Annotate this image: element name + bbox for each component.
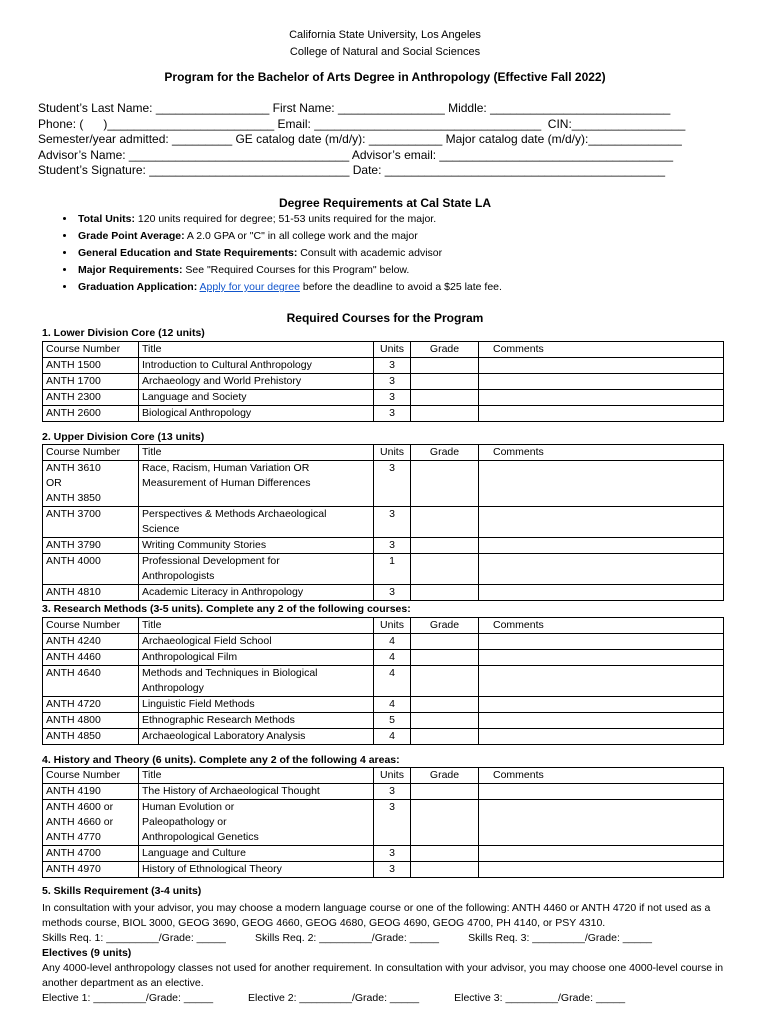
- electives-text: Any 4000-level anthropology classes not used for another requirement. In consultation with your advisor, you may choose one 4000-level course in another department as an elective.: [42, 962, 724, 989]
- comments-cell[interactable]: [479, 374, 724, 390]
- col-units: Units: [374, 768, 411, 784]
- admission-line[interactable]: Semester/year admitted: _________ GE catalog date (m/d/y): ___________ Major catalog date (m/d/y):______________: [38, 132, 682, 146]
- col-comments: Comments: [479, 342, 724, 358]
- course-units: 4: [374, 666, 411, 697]
- col-grade: Grade: [411, 618, 479, 634]
- comments-cell[interactable]: [479, 800, 724, 846]
- comments-cell[interactable]: [479, 554, 724, 585]
- group-1-title: 1. Lower Division Core (12 units): [42, 327, 205, 339]
- table-row: [43, 666, 724, 697]
- table-row: [43, 784, 724, 800]
- grade-cell[interactable]: [411, 461, 479, 507]
- col-course-number: Course Number: [43, 768, 139, 784]
- comments-cell[interactable]: [479, 406, 724, 422]
- course-units: 3: [374, 846, 411, 862]
- course-number: ANTH 4850: [43, 729, 139, 745]
- contact-line[interactable]: Phone: ( )_________________________ Email: __________________________________ CIN:_________________: [38, 116, 686, 131]
- col-course-number: Course Number: [43, 618, 139, 634]
- course-units: 3: [374, 390, 411, 406]
- course-number: ANTH 4700: [43, 846, 139, 862]
- grade-cell[interactable]: [411, 713, 479, 729]
- table-row: [43, 697, 724, 713]
- course-number: ANTH 1500: [43, 358, 139, 374]
- comments-cell[interactable]: [479, 784, 724, 800]
- col-title: Title: [139, 768, 374, 784]
- course-number: ANTH 1700: [43, 374, 139, 390]
- comments-cell[interactable]: [479, 585, 724, 601]
- university-name: California State University, Los Angeles: [289, 29, 481, 41]
- table-row: [43, 650, 724, 666]
- skills-text: In consultation with your advisor, you may choose a modern language course or one of the following: ANTH 4460 or ANTH 4720 if not used as a methods course, BIOL 3000, GEOG 3690, GEOG 4660, GEOG 4680, GEOG 4690, GEOG 4700, PH 4140, or PSY 4310.: [42, 902, 711, 929]
- course-number: ANTH 3610 OR ANTH 3850: [43, 461, 139, 507]
- course-title: Ethnographic Research Methods: [139, 713, 374, 729]
- course-title: Archaeological Laboratory Analysis: [139, 729, 374, 745]
- electives-title: Electives (9 units): [42, 947, 132, 959]
- grade-cell[interactable]: [411, 358, 479, 374]
- grade-cell[interactable]: [411, 554, 479, 585]
- grade-cell[interactable]: [411, 729, 479, 745]
- course-title: Writing Community Stories: [139, 538, 374, 554]
- req-gpa: • Grade Point Average: A 2.0 GPA or "C" in all college work and the major: [76, 228, 756, 245]
- group-4-title: 4. History and Theory (6 units). Complete any 2 of the following 4 areas:: [42, 754, 400, 766]
- course-units: 3: [374, 406, 411, 422]
- course-units: 3: [374, 374, 411, 390]
- course-units: 3: [374, 800, 411, 846]
- col-grade: Grade: [411, 445, 479, 461]
- table-row: [43, 374, 724, 390]
- lower-division-table: [42, 341, 724, 422]
- table-row: [43, 729, 724, 745]
- table-row: [43, 585, 724, 601]
- course-number: ANTH 3790: [43, 538, 139, 554]
- course-title: Perspectives & Methods Archaeological Science: [139, 507, 374, 538]
- grade-cell[interactable]: [411, 650, 479, 666]
- course-title: Biological Anthropology: [139, 406, 374, 422]
- course-title: Methods and Techniques in Biological Anthropology: [139, 666, 374, 697]
- grade-cell[interactable]: [411, 374, 479, 390]
- col-units: Units: [374, 445, 411, 461]
- table-row: [43, 634, 724, 650]
- col-units: Units: [374, 342, 411, 358]
- table-row: [43, 713, 724, 729]
- course-number: ANTH 4800: [43, 713, 139, 729]
- course-units: 3: [374, 585, 411, 601]
- grade-cell[interactable]: [411, 585, 479, 601]
- req-total-units: • Total Units: 120 units required for degree; 51-53 units required for the major.: [76, 211, 756, 228]
- comments-cell[interactable]: [479, 390, 724, 406]
- course-units: 3: [374, 461, 411, 507]
- table-header-row: [43, 445, 724, 461]
- course-number: ANTH 4000: [43, 554, 139, 585]
- grade-cell[interactable]: [411, 406, 479, 422]
- course-units: 4: [374, 729, 411, 745]
- course-units: 3: [374, 862, 411, 878]
- table-row: [43, 554, 724, 585]
- course-number: ANTH 2300: [43, 390, 139, 406]
- program-title: Program for the Bachelor of Arts Degree in Anthropology (Effective Fall 2022): [164, 70, 606, 84]
- table-row: [43, 538, 724, 554]
- course-title: History of Ethnological Theory: [139, 862, 374, 878]
- course-number: ANTH 4190: [43, 784, 139, 800]
- comments-cell[interactable]: [479, 538, 724, 554]
- col-units: Units: [374, 618, 411, 634]
- course-units: 3: [374, 358, 411, 374]
- course-title: Professional Development for Anthropologists: [139, 554, 374, 585]
- research-methods-table: [42, 617, 724, 745]
- req-ge: • General Education and State Requirements: Consult with academic advisor: [76, 245, 756, 262]
- header: [0, 27, 770, 86]
- comments-cell[interactable]: [479, 507, 724, 538]
- course-number: ANTH 4810: [43, 585, 139, 601]
- comments-cell[interactable]: [479, 846, 724, 862]
- degree-requirements-list: [58, 211, 756, 296]
- course-units: 5: [374, 713, 411, 729]
- col-comments: Comments: [479, 618, 724, 634]
- grade-cell[interactable]: [411, 784, 479, 800]
- course-units: 4: [374, 634, 411, 650]
- grade-cell[interactable]: [411, 800, 479, 846]
- col-course-number: Course Number: [43, 342, 139, 358]
- col-title: Title: [139, 618, 374, 634]
- course-number: ANTH 4640: [43, 666, 139, 697]
- course-title: Linguistic Field Methods: [139, 697, 374, 713]
- grade-cell[interactable]: [411, 846, 479, 862]
- course-title: Archaeology and World Prehistory: [139, 374, 374, 390]
- electives-line[interactable]: Elective 1: _________/Grade: _____ Elective 2: _________/Grade: _____ Elective 3: _________/Grade: _____: [42, 992, 626, 1004]
- comments-cell[interactable]: [479, 697, 724, 713]
- table-row: [43, 461, 724, 507]
- comments-cell[interactable]: [479, 358, 724, 374]
- col-grade: Grade: [411, 768, 479, 784]
- grade-cell[interactable]: [411, 507, 479, 538]
- course-units: 4: [374, 697, 411, 713]
- upper-division-table: [42, 444, 724, 601]
- table-row: [43, 406, 724, 422]
- grade-cell[interactable]: [411, 697, 479, 713]
- course-title: Anthropological Film: [139, 650, 374, 666]
- signature-line[interactable]: Student’s Signature: ______________________________ Date: __________________________________________: [38, 163, 666, 177]
- comments-cell[interactable]: [479, 461, 724, 507]
- table-row: [43, 862, 724, 878]
- skills-section: [42, 884, 742, 1006]
- history-theory-table: [42, 767, 724, 878]
- advisor-line[interactable]: Advisor’s Name: _________________________________ Advisor’s email: ___________________________________: [38, 147, 673, 162]
- course-title: Race, Racism, Human Variation OR Measurement of Human Differences: [139, 461, 374, 507]
- course-number: ANTH 4970: [43, 862, 139, 878]
- table-row: [43, 507, 724, 538]
- course-title: Introduction to Cultural Anthropology: [139, 358, 374, 374]
- comments-cell[interactable]: [479, 729, 724, 745]
- comments-cell[interactable]: [479, 713, 724, 729]
- col-title: Title: [139, 342, 374, 358]
- name-line[interactable]: Student’s Last Name: _________________ First Name: ________________ Middle: ___________________________: [38, 101, 671, 115]
- course-title: Academic Literacy in Anthropology: [139, 585, 374, 601]
- comments-cell[interactable]: [479, 650, 724, 666]
- table-header-row: [43, 342, 724, 358]
- course-title: Archaeological Field School: [139, 634, 374, 650]
- col-course-number: Course Number: [43, 445, 139, 461]
- course-units: 3: [374, 538, 411, 554]
- grade-cell[interactable]: [411, 666, 479, 697]
- skills-line[interactable]: Skills Req. 1: _________/Grade: _____ Skills Req. 2: _________/Grade: _____ Skills Req. 3: _________/Grade: _____: [42, 932, 652, 944]
- grade-cell[interactable]: [411, 634, 479, 650]
- course-units: 4: [374, 650, 411, 666]
- course-title: Human Evolution or Paleopathology or Anthropological Genetics: [139, 800, 374, 846]
- col-title: Title: [139, 445, 374, 461]
- course-number: ANTH 4720: [43, 697, 139, 713]
- comments-cell[interactable]: [479, 634, 724, 650]
- course-number: ANTH 4240: [43, 634, 139, 650]
- col-comments: Comments: [479, 768, 724, 784]
- req-graduation: • Graduation Application: Apply for your degree before the deadline to avoid a $25 late fee.: [76, 279, 756, 296]
- table-row: [43, 390, 724, 406]
- table-header-row: [43, 768, 724, 784]
- course-title: Language and Society: [139, 390, 374, 406]
- course-number: ANTH 4600 or ANTH 4660 or ANTH 4770: [43, 800, 139, 846]
- comments-cell[interactable]: [479, 862, 724, 878]
- grade-cell[interactable]: [411, 862, 479, 878]
- course-number: ANTH 3700: [43, 507, 139, 538]
- grade-cell[interactable]: [411, 538, 479, 554]
- course-title: The History of Archaeological Thought: [139, 784, 374, 800]
- course-number: ANTH 2600: [43, 406, 139, 422]
- course-title: Language and Culture: [139, 846, 374, 862]
- group-2-title: 2. Upper Division Core (13 units): [42, 431, 205, 443]
- skills-title: 5. Skills Requirement (3-4 units): [42, 885, 202, 897]
- table-header-row: [43, 618, 724, 634]
- grade-cell[interactable]: [411, 390, 479, 406]
- table-row: [43, 358, 724, 374]
- col-grade: Grade: [411, 342, 479, 358]
- apply-degree-link[interactable]: Apply for your degree: [199, 281, 300, 293]
- required-courses-title: Required Courses for the Program: [286, 311, 484, 325]
- table-row: [43, 800, 724, 846]
- table-row: [43, 846, 724, 862]
- comments-cell[interactable]: [479, 666, 724, 697]
- student-fields: [38, 101, 738, 179]
- degree-requirements-title: Degree Requirements at Cal State LA: [278, 196, 492, 210]
- col-comments: Comments: [479, 445, 724, 461]
- group-3-title: 3. Research Methods (3-5 units). Complete any 2 of the following courses:: [42, 603, 411, 615]
- college-name: College of Natural and Social Sciences: [289, 46, 481, 58]
- course-units: 3: [374, 507, 411, 538]
- req-major: • Major Requirements: See "Required Courses for this Program" below.: [76, 262, 756, 279]
- course-units: 1: [374, 554, 411, 585]
- course-number: ANTH 4460: [43, 650, 139, 666]
- course-units: 3: [374, 784, 411, 800]
